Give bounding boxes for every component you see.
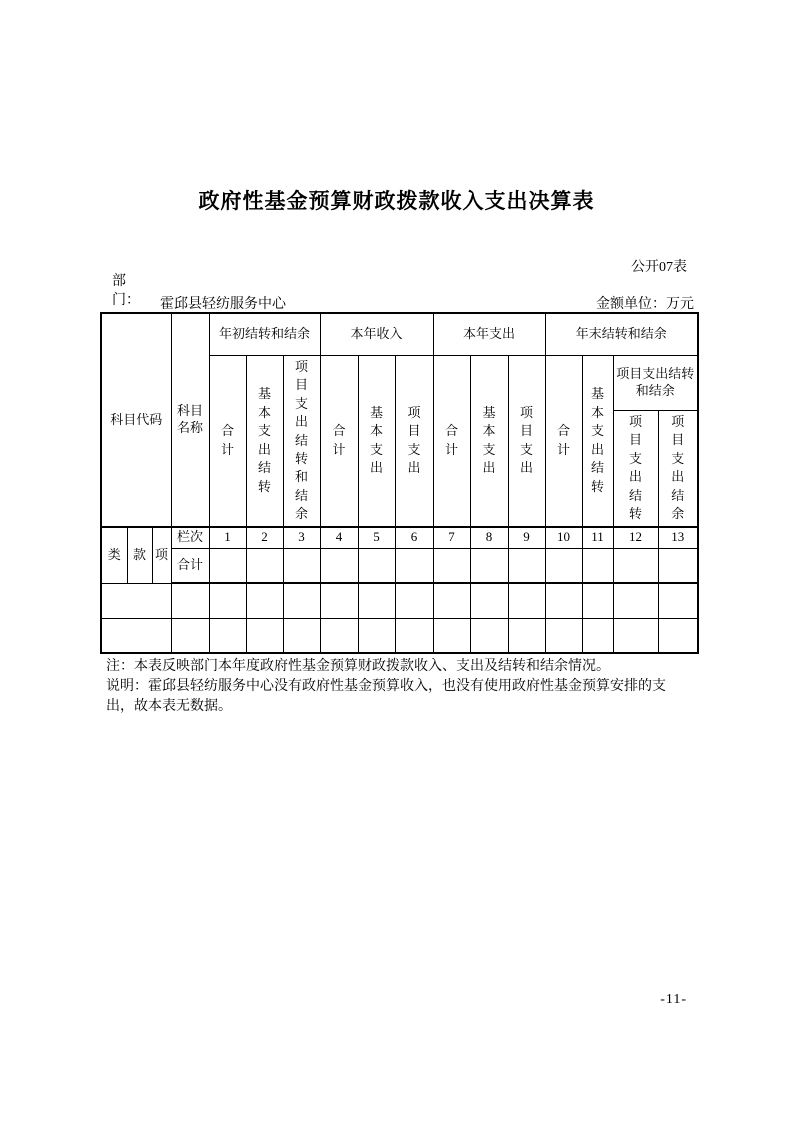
col-header-3 (283, 355, 320, 527)
row-total-label: 合计 (171, 548, 209, 583)
cell (358, 583, 395, 618)
doc-number-label: 公开07表 (631, 260, 687, 275)
cell (433, 618, 470, 653)
cell (246, 548, 283, 583)
cell (658, 618, 698, 653)
cell (209, 618, 246, 653)
col-header-label: 项目支出结转 (629, 413, 643, 522)
cell (508, 548, 545, 583)
col-header-5 (358, 355, 395, 527)
col-index: 9 (508, 527, 545, 548)
cell (658, 548, 698, 583)
col-index: 6 (395, 527, 433, 548)
department-name: 霍邱县轻纺服务中心 (160, 297, 286, 312)
group-header-yearend-balance: 年末结转和结余 (545, 313, 698, 355)
cell (358, 618, 395, 653)
cell (508, 583, 545, 618)
page-number: -11- (660, 992, 687, 1007)
cell (283, 618, 320, 653)
col-header-6 (395, 355, 433, 527)
group-header-beginning-balance: 年初结转和结余 (209, 313, 320, 355)
code-subcol-kuan: 款 (127, 527, 152, 583)
code-subcol-lei: 类 (101, 527, 127, 583)
cell (209, 548, 246, 583)
cell (246, 583, 283, 618)
col-header-7 (433, 355, 470, 527)
col-header-13 (658, 410, 698, 527)
cell (658, 583, 698, 618)
cell (508, 618, 545, 653)
col-index: 2 (246, 527, 283, 548)
col-header-label: 合计 (557, 423, 571, 457)
cell (470, 618, 508, 653)
cell (470, 548, 508, 583)
col-header-label: 合计 (221, 423, 235, 457)
col-header-label: 基本支出结转 (591, 386, 605, 494)
col-header-10 (545, 355, 582, 527)
col-header-label: 基本支出 (370, 404, 384, 476)
group-header-year-income: 本年收入 (320, 313, 433, 355)
col-header-label: 基本支出 (482, 404, 496, 476)
col-header-8 (470, 355, 508, 527)
cell (545, 618, 582, 653)
cell (582, 618, 613, 653)
col-index: 11 (582, 527, 613, 548)
col-index: 13 (658, 527, 698, 548)
department-label: 部门： (112, 274, 140, 308)
fund-budget-table (100, 312, 699, 654)
col-header-1 (209, 355, 246, 527)
col-index: 12 (613, 527, 658, 548)
table-notes (106, 657, 722, 717)
col-header-4 (320, 355, 358, 527)
cell (320, 618, 358, 653)
col-header-label: 项目支出结余 (671, 413, 685, 522)
cell-code (101, 618, 171, 653)
col-index: 3 (283, 527, 320, 548)
cell (395, 548, 433, 583)
col-index: 10 (545, 527, 582, 548)
header-subject-code: 科目代码 (101, 313, 171, 527)
note-line: 出，故本表无数据。 (106, 699, 232, 714)
col-header-label: 基本支出结转 (258, 386, 272, 494)
cell (433, 548, 470, 583)
header-subject-name: 科目名称 (171, 313, 209, 527)
cell (283, 583, 320, 618)
cell (613, 618, 658, 653)
subgroup-header-project-balance: 项目支出结转和结余 (613, 355, 698, 410)
cell (582, 583, 613, 618)
cell (246, 618, 283, 653)
col-index: 7 (433, 527, 470, 548)
col-index-label: 栏次 (171, 527, 209, 548)
col-header-11 (582, 355, 613, 527)
col-index: 8 (470, 527, 508, 548)
col-header-9 (508, 355, 545, 527)
code-subcol-xiang: 项 (152, 527, 171, 583)
cell-name (171, 583, 209, 618)
cell (613, 583, 658, 618)
col-header-label: 项目支出结转和结余 (295, 358, 309, 522)
cell (582, 548, 613, 583)
col-header-label: 项目支出 (520, 404, 534, 476)
col-header-2 (246, 355, 283, 527)
unit-label: 金额单位：万元 (596, 297, 694, 312)
group-header-year-expenditure: 本年支出 (433, 313, 545, 355)
cell-code (101, 583, 171, 618)
cell (470, 583, 508, 618)
col-index: 5 (358, 527, 395, 548)
col-header-label: 合计 (332, 423, 346, 457)
cell (358, 548, 395, 583)
cell (395, 618, 433, 653)
col-header-label: 合计 (445, 423, 459, 457)
cell (320, 583, 358, 618)
cell (209, 583, 246, 618)
col-index: 1 (209, 527, 246, 548)
note-line: 说明：霍邱县轻纺服务中心没有政府性基金预算收入，也没有使用政府性基金预算安排的支 (106, 679, 666, 694)
cell (613, 548, 658, 583)
cell (283, 548, 320, 583)
col-header-label: 项目支出 (407, 404, 421, 476)
col-index: 4 (320, 527, 358, 548)
cell (545, 583, 582, 618)
cell (320, 548, 358, 583)
cell (433, 583, 470, 618)
col-header-12 (613, 410, 658, 527)
page-title: 政府性基金预算财政拨款收入支出决算表 (198, 190, 595, 213)
note-line: 注：本表反映部门本年度政府性基金预算财政拨款收入、支出及结转和结余情况。 (106, 659, 610, 674)
cell (395, 583, 433, 618)
cell-name (171, 618, 209, 653)
cell (545, 548, 582, 583)
